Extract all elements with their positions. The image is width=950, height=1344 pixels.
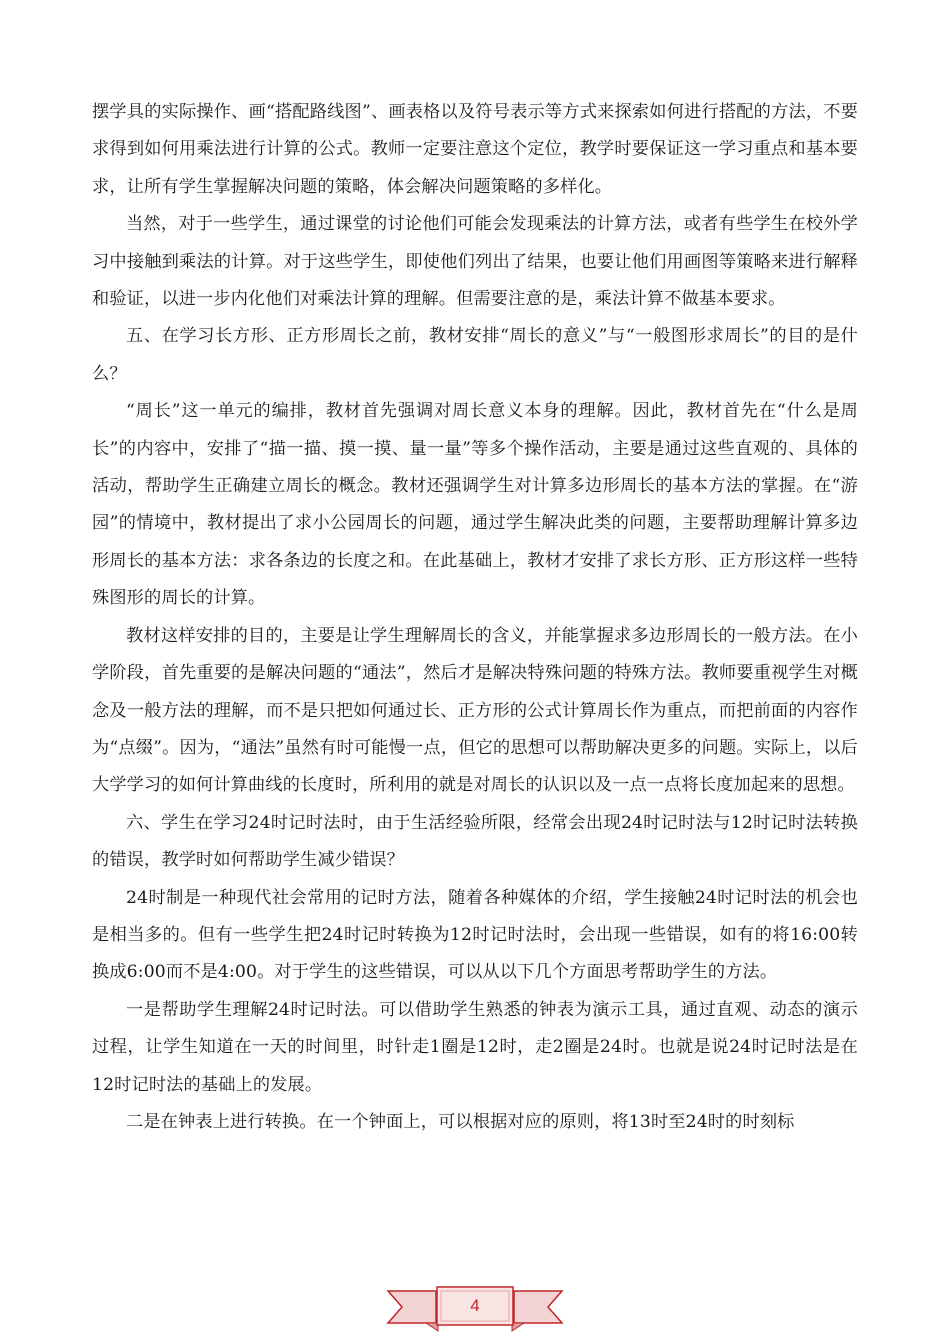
paragraph: “周长”这一单元的编排，教材首先强调对周长意义本身的理解。因此，教材首先在“什么是周长”的内容中，安排了“描一描、摸一摸、量一量”等多个操作活动，主要是通过这些直观的、具体的活动，帮助学生正确建立周长的概念。教材还强调学生对计算多边形周长的基本方法的掌握。在“游园”的情境中，教材提出了求小公园周长的问题，通过学生解决此类的问题，主要帮助理解计算多边形周长的基本方法：求各条边的长度之和。在此基础上，教材才安排了求长方形、正方形这样一些特殊图形的周长的计算。 [92,401,858,609]
paragraph: 当然，对于一些学生，通过课堂的讨论他们可能会发现乘法的计算方法，或者有些学生在校外学习中接触到乘法的计算。对于这些学生，即使他们列出了结果，也要让他们用画图等策略来进行解释和验证，以进一步内化他们对乘法计算的理解。但需要注意的是，乘法计算不做基本要求。 [92,214,858,310]
paragraph: 一是帮助学生理解24时记时法。可以借助学生熟悉的钟表为演示工具，通过直观、动态的演示过程，让学生知道在一天的时间里，时针走1圈是12时，走2圈是24时。也就是说24时记时法是在12时记时法的基础上的发展。 [92,999,858,1095]
section-heading-5: 五、在学习长方形、正方形周长之前，教材安排“周长的意义”与“一般图形求周长”的目的是什么？ [92,326,858,384]
page-number-badge [386,1273,564,1335]
paragraph: 24时制是一种现代社会常用的记时方法，随着各种媒体的介绍，学生接触24时记时法的机会也是相当多的。但有一些学生把24时记时转换为12时记时法时，会出现一些错误，如有的将16:00转换成6:00而不是4:00。对于学生的这些错误，可以从以下几个方面思考帮助学生的方法。 [92,887,858,983]
section-heading-6: 六、学生在学习24时记时法时，由于生活经验所限，经常会出现24时记时法与12时记时法转换的错误，教学时如何帮助学生减少错误？ [92,812,858,871]
document-body [92,94,858,1141]
paragraph-continued: 摆学具的实际操作、画“搭配路线图”、画表格以及符号表示等方式来探索如何进行搭配的方法，不要求得到如何用乘法进行计算的公式。教师一定要注意这个定位，教学时要保证这一学习重点和基本要求，让所有学生掌握解决问题的策略，体会解决问题策略的多样化。 [92,102,858,197]
page-number: 4 [470,1296,480,1315]
paragraph: 教材这样安排的目的，主要是让学生理解周长的含义，并能掌握求多边形周长的一般方法。在小学阶段，首先重要的是解决问题的“通法”，然后才是解决特殊问题的特殊方法。教师要重视学生对概念及一般方法的理解，而不是只把如何通过长、正方形的公式计算周长作为重点，而把前面的内容作为“点缀”。因为，“通法”虽然有时可能慢一点，但它的思想可以帮助解决更多的问题。实际上，以后大学学习的如何计算曲线的长度时，所利用的就是对周长的认识以及一点一点将长度加起来的思想。 [92,625,858,796]
paragraph: 二是在钟表上进行转换。在一个钟面上，可以根据对应的原则，将13时至24时的时刻标 [126,1111,795,1132]
